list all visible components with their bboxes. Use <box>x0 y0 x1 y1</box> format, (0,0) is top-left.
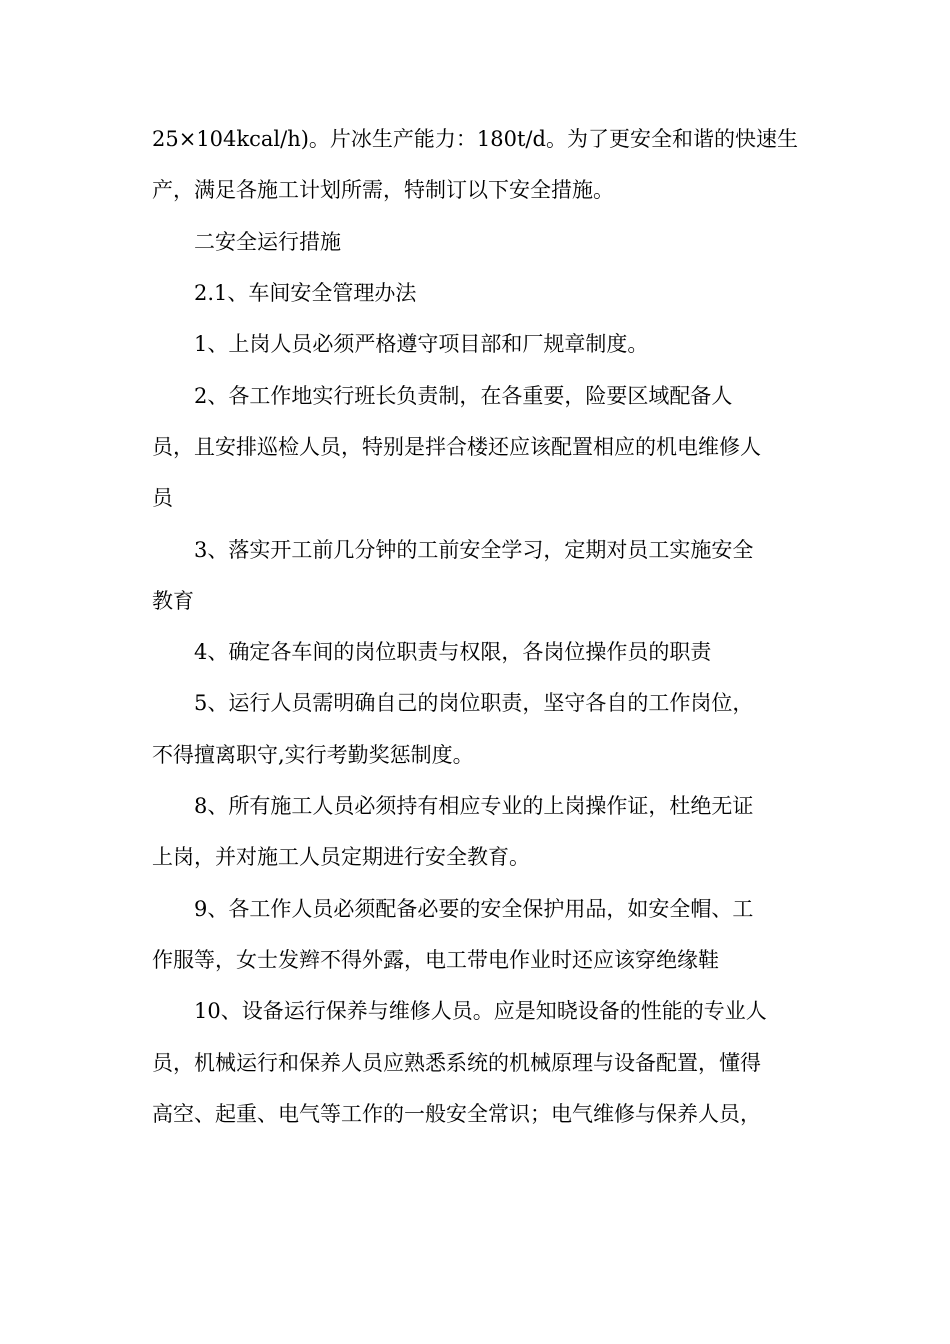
text-line: 员，且安排巡检人员，特别是拌合楼还应该配置相应的机电维修人 <box>152 435 761 459</box>
section-heading: 二安全运行措施 <box>194 230 341 254</box>
text-line: 10、设备运行保养与维修人员。应是知晓设备的性能的专业人 <box>194 999 767 1023</box>
text-line: 3、落实开工前几分钟的工前安全学习，定期对员工实施安全 <box>194 538 754 562</box>
text-line: 教育 <box>152 589 194 613</box>
text-line: 1、上岗人员必须严格遵守项目部和厂规章制度。 <box>194 332 649 356</box>
text-line: 上岗，并对施工人员定期进行安全教育。 <box>152 845 530 869</box>
text-line: 高空、起重、电气等工作的一般安全常识；电气维修与保养人员， <box>152 1102 761 1126</box>
text-line: 不得擅离职守,实行考勤奖惩制度。 <box>152 743 474 767</box>
text-line: 2、各工作地实行班长负责制，在各重要，险要区域配备人 <box>194 384 733 408</box>
text-line: 4、确定各车间的岗位职责与权限，各岗位操作员的职责 <box>194 640 712 664</box>
text-line: 作服等，女士发辫不得外露，电工带电作业时还应该穿绝缘鞋 <box>152 948 719 972</box>
subsection-heading: 2.1、车间安全管理办法 <box>194 281 417 305</box>
text-line: 9、各工作人员必须配备必要的安全保护用品，如安全帽、工 <box>194 897 754 921</box>
text-line: 员 <box>152 486 173 510</box>
text-line: 5、运行人员需明确自己的岗位职责，坚守各自的工作岗位， <box>194 691 754 715</box>
text-line: 25×104kcal/h)。片冰生产能力：180t/d。为了更安全和谐的快速生 <box>152 127 798 151</box>
text-line: 8、所有施工人员必须持有相应专业的上岗操作证，杜绝无证 <box>194 794 754 818</box>
text-line: 产，满足各施工计划所需，特制订以下安全措施。 <box>152 178 614 202</box>
text-line: 员，机械运行和保养人员应熟悉系统的机械原理与设备配置，懂得 <box>152 1051 761 1075</box>
